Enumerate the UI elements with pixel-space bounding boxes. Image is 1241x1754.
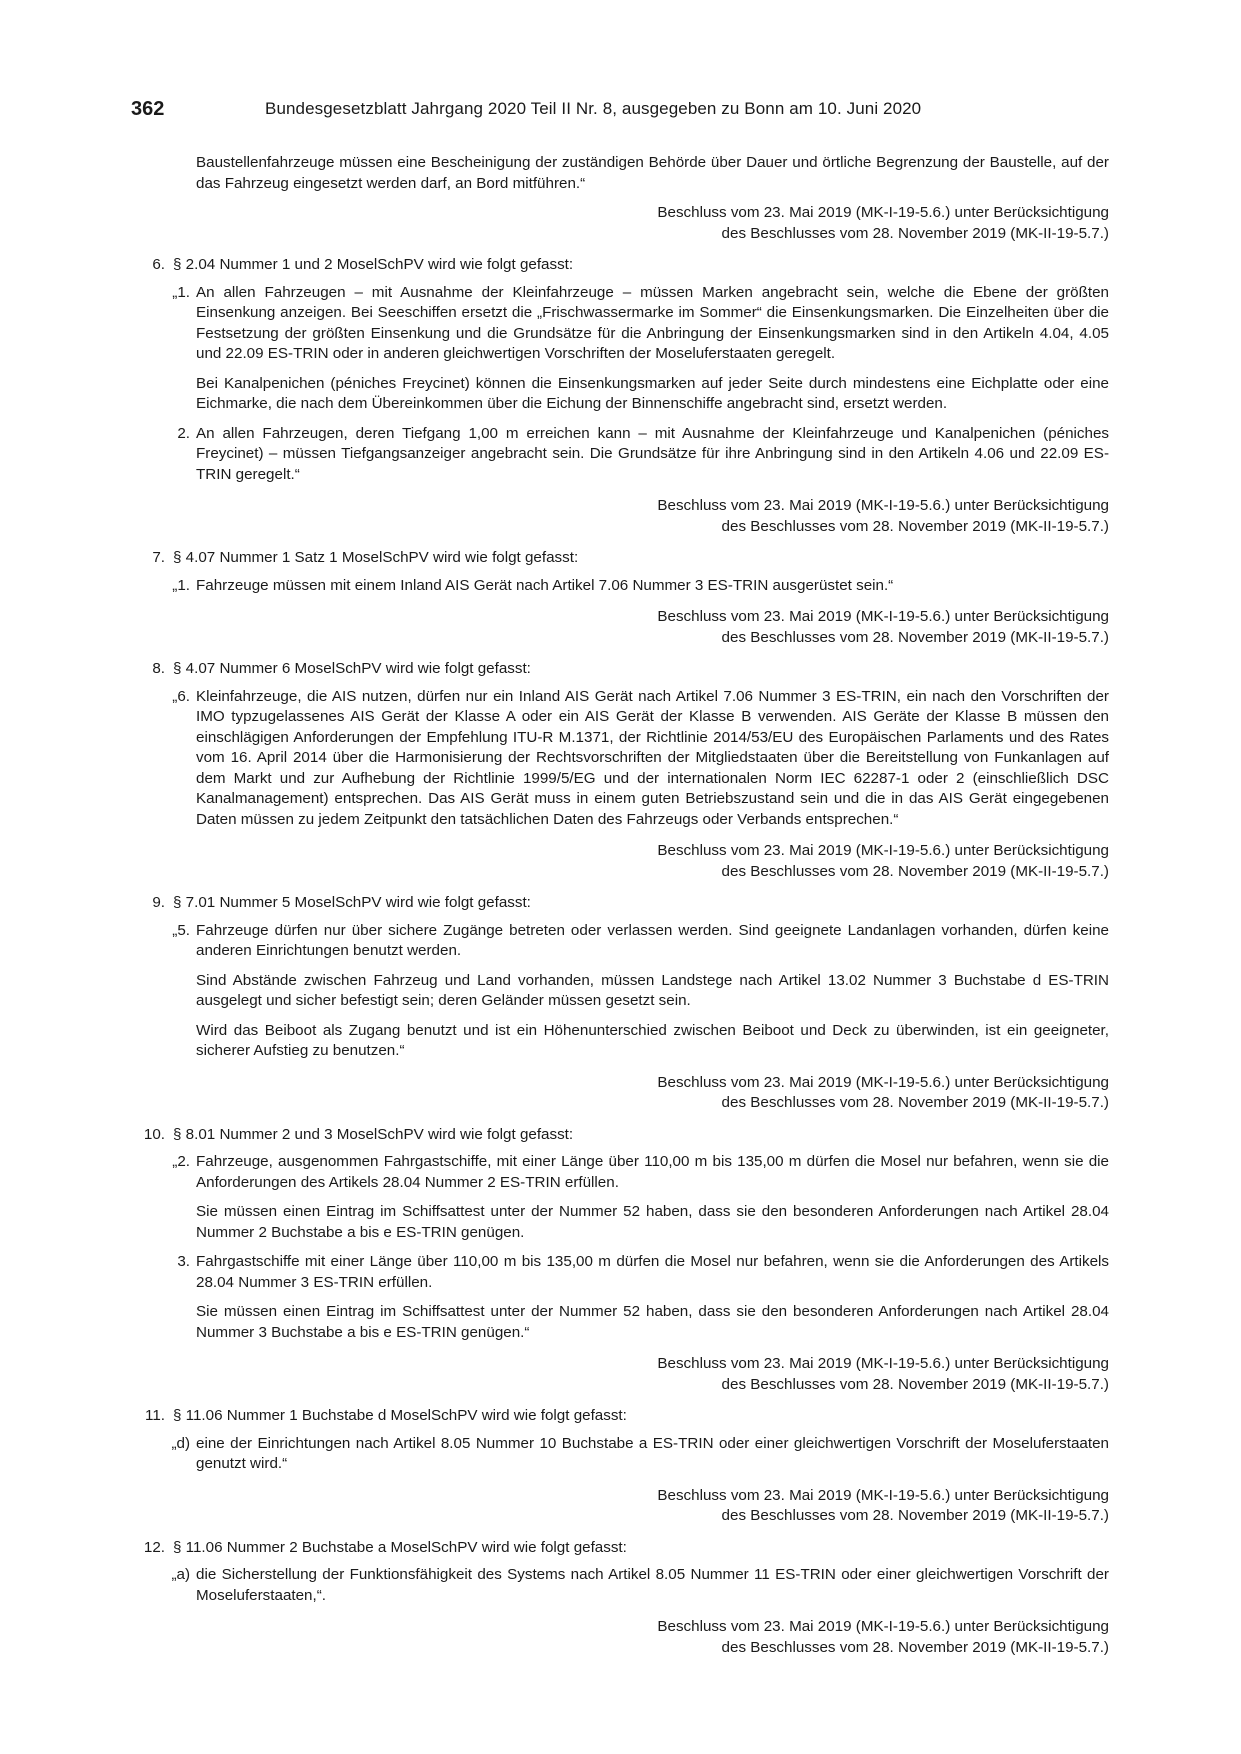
page-number: 362: [131, 98, 165, 120]
provision: [131, 576, 1109, 597]
citation: [131, 496, 1109, 537]
citation: [131, 1073, 1109, 1114]
provision-continuation: Sind Abstände zwischen Fahrzeug und Land vorhanden, müssen Landstege nach Artikel 13.02 Nummer 3 Buchstabe d ES-TRIN ausgelegt und sicher befestigt sein; deren Geländer müssen gesetzt sein.: [196, 971, 1109, 1009]
amendment-heading-text: § 4.07 Nummer 1 Satz 1 MoselSchPV wird wie folgt gefasst:: [173, 549, 579, 566]
running-title: Bundesgesetzblatt Jahrgang 2020 Teil II Nr. 8, ausgegeben zu Bonn am 10. Juni 2020: [265, 99, 922, 118]
citation-line1: Beschluss vom 23. Mai 2019 (MK-I-19-5.6.) unter Berücksichtigung: [657, 497, 1109, 514]
amendment-number: 11.: [145, 1407, 165, 1424]
citation-line2: des Beschlusses vom 28. November 2019 (MK-II-19-5.7.): [721, 1375, 1109, 1393]
citation: [131, 203, 1109, 244]
provision-spacer: [131, 1608, 1109, 1615]
provision-number: 2.: [177, 424, 190, 442]
citation-line2: des Beschlusses vom 28. November 2019 (MK-II-19-5.7.): [721, 862, 1109, 880]
provision-continuation: Sie müssen einen Eintrag im Schiffsattest unter der Nummer 52 haben, dass sie den besonderen Anforderungen nach Artikel 28.04 Nummer 3 Buchstabe a bis e ES-TRIN genügen.“: [196, 1303, 1109, 1341]
citation-line2: des Beschlusses vom 28. November 2019 (MK-II-19-5.7.): [721, 517, 1109, 535]
citation-line1: Beschluss vom 23. Mai 2019 (MK-I-19-5.6.) unter Berücksichtigung: [657, 1355, 1109, 1372]
citation: [131, 841, 1109, 882]
provision: [131, 1434, 1109, 1475]
provision-spacer: [131, 417, 1109, 424]
amendment-heading-text: § 8.01 Nummer 2 und 3 MoselSchPV wird wie folgt gefasst:: [173, 1125, 574, 1143]
amendment-number: 6.: [152, 256, 165, 273]
provision-continuation: Wird das Beiboot als Zugang benutzt und ist ein Höhenunterschied zwischen Beiboot und Deck zu überwinden, ist ein geeigneter, sicherer Aufstieg zu benutzen.“: [196, 1021, 1109, 1059]
provision-spacer: [131, 1245, 1109, 1252]
amendment-heading: [131, 1538, 1109, 1559]
amendment-heading: [131, 548, 1109, 569]
provision-number: „6.: [172, 687, 190, 705]
amendment-number: 9.: [152, 894, 165, 911]
citation-line2: des Beschlusses vom 28. November 2019 (MK-II-19-5.7.): [721, 628, 1109, 646]
provision-number: 3.: [177, 1253, 190, 1270]
provision: [131, 283, 1109, 365]
citation: [131, 1486, 1109, 1527]
provision-number: „1.: [172, 283, 190, 301]
provision: [131, 1252, 1109, 1293]
amendment-heading: [131, 659, 1109, 680]
amendment-heading: [131, 893, 1109, 914]
amendment-heading-text: § 7.01 Nummer 5 MoselSchPV wird wie folgt gefasst:: [173, 894, 531, 911]
provision-number: „5.: [172, 921, 190, 939]
citation-line-2: des Beschlusses vom 28. November 2019 (MK-II-19-5.7.): [721, 224, 1109, 242]
citation: [131, 1617, 1109, 1658]
amendment-heading-text: § 4.07 Nummer 6 MoselSchPV wird wie folgt gefasst:: [173, 660, 531, 677]
provision-continuation: Bei Kanalpenichen (péniches Freycinet) können die Einsenkungsmarken auf jeder Seite durch mindestens eine Eichplatte oder eine Eichmarke, die nach dem Übereinkommen über die Eichung der Binnenschiffe angebracht sind, ersetzt werden.: [196, 374, 1109, 412]
provision-text: Fahrzeuge müssen mit einem Inland AIS Gerät nach Artikel 7.06 Nummer 3 ES-TRIN ausgerüstet sein.“: [196, 576, 894, 594]
citation-line1: Beschluss vom 23. Mai 2019 (MK-I-19-5.6.) unter Berücksichtigung: [657, 1618, 1109, 1635]
amendment-item: [131, 659, 1109, 882]
amendment-heading: [131, 255, 1109, 276]
provision: [131, 1152, 1109, 1193]
amendment-item: [131, 1406, 1109, 1527]
amendment-heading-text: § 11.06 Nummer 1 Buchstabe d MoselSchPV wird wie folgt gefasst:: [173, 1407, 627, 1424]
provision-text: An allen Fahrzeugen – mit Ausnahme der Kleinfahrzeuge – müssen Marken angebracht sein, welche die Ebene der größten Einsenkung anzeigen. Bei Seeschiffen ersetzt die „Frischwassermarke im Sommer“ die Einsenkungsmarken. Die Einzelheiten über die Festsetzung der größten Einsenkung und die Grundsätze für die Anbringung der Einsenkungsmarken sind in den Artikeln 4.04, 4.05 und 22.09 ES-TRIN oder in anderen gleichwertigen Vorschriften der Moseluferstaaten geregelt.: [196, 283, 1109, 362]
amendment-number: 8.: [152, 660, 165, 677]
amendment-item: [131, 548, 1109, 648]
amendment-item: [131, 1125, 1109, 1396]
amendment-number: 7.: [152, 549, 165, 566]
provision-text: Fahrzeuge, ausgenommen Fahrgastschiffe, mit einer Länge über 110,00 m bis 135,00 m dürfen die Mosel nur befahren, wenn sie die Anforderungen des Artikels 28.04 Nummer 2 ES-TRIN erfüllen.: [196, 1153, 1109, 1191]
amendment-heading-text: § 2.04 Nummer 1 und 2 MoselSchPV wird wie folgt gefasst:: [173, 256, 574, 273]
provision-number: „d): [171, 1434, 190, 1452]
intro-paragraph: Baustellenfahrzeuge müssen eine Bescheinigung der zuständigen Behörde über Dauer und örtliche Begrenzung der Baustelle, auf der das Fahrzeug eingesetzt werden darf, an Bord mitführen.“: [196, 154, 1109, 192]
amendment-list: [131, 255, 1109, 1658]
provision-spacer: [131, 832, 1109, 839]
citation-line2: des Beschlusses vom 28. November 2019 (MK-II-19-5.7.): [721, 1094, 1109, 1111]
citation-line-1: Beschluss vom 23. Mai 2019 (MK-I-19-5.6.) unter Berücksichtigung: [657, 204, 1109, 221]
provision-spacer: [131, 1064, 1109, 1071]
provision: [131, 687, 1109, 831]
provision-number: „2.: [172, 1153, 190, 1170]
citation-line2: des Beschlusses vom 28. November 2019 (MK-II-19-5.7.): [721, 1638, 1109, 1656]
provision: [131, 1565, 1109, 1606]
provision-text: Fahrzeuge dürfen nur über sichere Zugänge betreten oder verlassen werden. Sind geeignete Landanlagen vorhanden, dürfen keine anderen Einrichtungen benutzt werden.: [196, 921, 1109, 959]
provision-text: Kleinfahrzeuge, die AIS nutzen, dürfen nur ein Inland AIS Gerät nach Artikel 7.06 Nummer 3 ES-TRIN, ein nach den Vorschriften der IMO typzugelassenes AIS Gerät der Klasse A oder ein AIS Gerät der Klasse B verwenden. AIS Geräte der Klasse B müssen den einschlägigen Anforderungen der Empfehlung ITU-R M.1371, der Richtlinie 2014/53/EU des Europäischen Parlaments und des Rates vom 16. April 2014 über die Harmonisierung der Rechtsvorschriften der Mitgliedstaaten über die Bereitstellung von Funkanlagen auf dem Markt und zur Aufhebung der Richtlinie 1999/5/EG und der internationalen Norm IEC 62287-1 oder 2 (einschließlich DSC Kanalmanagement) entsprechen. Das AIS Gerät muss in einem guten Betriebszustand sein und die in das AIS Gerät eingegebenen Daten müssen zu jedem Zeitpunkt den tatsächlichen Daten des Fahrzeugs oder Verbands entsprechen.“: [196, 687, 1109, 828]
document-body: [131, 153, 1109, 1669]
provision-text: Fahrgastschiffe mit einer Länge über 110,00 m bis 135,00 m dürfen die Mosel nur befahren, wenn sie die Anforderungen des Artikels 28.04 Nummer 3 ES-TRIN erfüllen.: [196, 1253, 1109, 1291]
provision-spacer: [131, 598, 1109, 605]
amendment-heading: [131, 1406, 1109, 1427]
citation-line1: Beschluss vom 23. Mai 2019 (MK-I-19-5.6.) unter Berücksichtigung: [657, 842, 1109, 859]
provision-text: eine der Einrichtungen nach Artikel 8.05 Nummer 10 Buchstabe a ES-TRIN oder einer gleichwertigen Vorschrift der Moseluferstaaten genutzt wird.“: [196, 1434, 1109, 1472]
provision-continuation: Sie müssen einen Eintrag im Schiffsattest unter der Nummer 52 haben, dass sie den besonderen Anforderungen nach Artikel 28.04 Nummer 2 Buchstabe a bis e ES-TRIN genügen.: [196, 1203, 1109, 1241]
provision: [131, 424, 1109, 486]
amendment-item: [131, 1538, 1109, 1659]
provision-number: „1.: [172, 576, 190, 594]
provision-text: An allen Fahrzeugen, deren Tiefgang 1,00 m erreichen kann – mit Ausnahme der Kleinfahrzeuge und Kanalpenichen (péniches Freycinet) – müssen Tiefgangsanzeiger angebracht sein. Die Grundsätze für ihre Anbringung sind in den Artikeln 4.06 und 22.09 ES-TRIN geregelt.“: [196, 424, 1109, 483]
provision: [131, 921, 1109, 962]
provision-text: die Sicherstellung der Funktionsfähigkeit des Systems nach Artikel 8.05 Nummer 11 ES-TRIN oder einer gleichwertigen Vorschrift der Moseluferstaaten,“.: [196, 1566, 1109, 1604]
amendment-item: [131, 255, 1109, 537]
provision-spacer: [131, 1477, 1109, 1484]
provision-spacer: [131, 487, 1109, 494]
citation-line1: Beschluss vom 23. Mai 2019 (MK-I-19-5.6.) unter Berücksichtigung: [657, 1486, 1109, 1504]
amendment-heading-text: § 11.06 Nummer 2 Buchstabe a MoselSchPV wird wie folgt gefasst:: [173, 1538, 627, 1556]
amendment-heading: [131, 1125, 1109, 1146]
citation: [131, 607, 1109, 648]
amendment-number: 12.: [143, 1538, 165, 1556]
amendment-item: [131, 893, 1109, 1114]
amendment-number: 10.: [143, 1125, 165, 1143]
provision-number: „a): [171, 1566, 190, 1583]
citation-line2: des Beschlusses vom 28. November 2019 (MK-II-19-5.7.): [721, 1507, 1109, 1524]
provision-spacer: [131, 1345, 1109, 1352]
citation-line1: Beschluss vom 23. Mai 2019 (MK-I-19-5.6.) unter Berücksichtigung: [657, 1073, 1109, 1091]
citation: [131, 1354, 1109, 1395]
citation-line1: Beschluss vom 23. Mai 2019 (MK-I-19-5.6.) unter Berücksichtigung: [657, 608, 1109, 625]
